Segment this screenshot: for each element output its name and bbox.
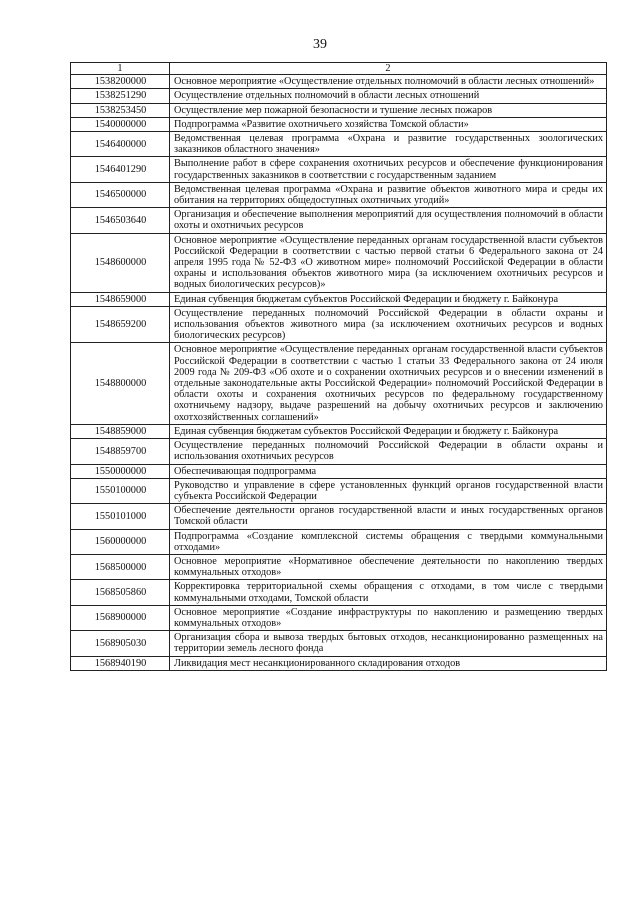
row-name: Основное мероприятие «Осуществление отдельных полномочий в области лесных отношений»	[170, 75, 607, 89]
table-row	[71, 89, 607, 103]
table-row	[71, 439, 607, 464]
row-code: 1546500000	[71, 182, 170, 207]
table-row	[71, 208, 607, 233]
row-name: Единая субвенция бюджетам субъектов Российской Федерации и бюджету г. Байконура	[170, 292, 607, 306]
row-name: Единая субвенция бюджетам субъектов Российской Федерации и бюджету г. Байконура	[170, 424, 607, 438]
table-row	[71, 529, 607, 554]
row-code: 1548859000	[71, 424, 170, 438]
row-code: 1546503640	[71, 208, 170, 233]
table-row	[71, 343, 607, 424]
table-row	[71, 103, 607, 117]
row-name: Обеспечивающая подпрограмма	[170, 464, 607, 478]
table-row	[71, 580, 607, 605]
row-code: 1550000000	[71, 464, 170, 478]
page-number: 39	[313, 37, 327, 52]
row-name: Корректировка территориальной схемы обращения с отходами, в том числе с твердыми коммунальными отходами, Томской области	[170, 580, 607, 605]
table-header-row	[71, 63, 607, 75]
table-row	[71, 605, 607, 630]
row-name: Основное мероприятие «Создание инфраструктуры по накоплению и размещению твердых коммунальных отходов»	[170, 605, 607, 630]
table-row	[71, 75, 607, 89]
budget-codes-table	[70, 62, 607, 671]
row-name: Осуществление отдельных полномочий в области лесных отношений	[170, 89, 607, 103]
row-name: Руководство и управление в сфере установленных функций органов государственной власти субъекта Российской Федерации	[170, 478, 607, 503]
row-name: Основное мероприятие «Нормативное обеспечение деятельности по накоплению твердых коммунальных отходов»	[170, 554, 607, 579]
table-row	[71, 117, 607, 131]
row-name: Ведомственная целевая программа «Охрана и развитие государственных зоологических заказников областного значения»	[170, 132, 607, 157]
row-code: 1568505860	[71, 580, 170, 605]
row-code: 1550101000	[71, 504, 170, 529]
row-name: Организация сбора и вывоза твердых бытовых отходов, несанкционированно размещенных на территории земель лесного фонда	[170, 631, 607, 656]
row-code: 1538251290	[71, 89, 170, 103]
row-name: Осуществление переданных полномочий Российской Федерации в области охраны и использования объектов животного мира (за исключением охотничьих ресурсов и водных биологических ресурсов)	[170, 306, 607, 343]
row-code: 1548600000	[71, 233, 170, 292]
row-code: 1548859700	[71, 439, 170, 464]
row-name: Основное мероприятие «Осуществление переданных органам государственной власти субъектов Российской Федерации в соответствии с частью первой статьи 6 Федерального закона от 24 апреля 1995 года № 52-ФЗ «О животном мире» полномочий Российской Федерации в области охраны и использования объектов животного мира (за исключением охотничьих ресурсов и водных биологических ресурсов)»	[170, 233, 607, 292]
table-row	[71, 233, 607, 292]
row-code: 1550100000	[71, 478, 170, 503]
column-header-code: 1	[71, 63, 170, 75]
table-row	[71, 656, 607, 670]
row-code: 1546401290	[71, 157, 170, 182]
table-row	[71, 478, 607, 503]
table-row	[71, 504, 607, 529]
table-row	[71, 554, 607, 579]
table-row	[71, 306, 607, 343]
column-header-name: 2	[170, 63, 607, 75]
row-name: Подпрограмма «Развитие охотничьего хозяйства Томской области»	[170, 117, 607, 131]
row-code: 1538200000	[71, 75, 170, 89]
row-code: 1560000000	[71, 529, 170, 554]
row-code: 1568940190	[71, 656, 170, 670]
row-name: Осуществление переданных полномочий Российской Федерации в области охраны и использования охотничьих ресурсов	[170, 439, 607, 464]
row-code: 1548659000	[71, 292, 170, 306]
row-code: 1568905030	[71, 631, 170, 656]
row-name: Осуществление мер пожарной безопасности и тушение лесных пожаров	[170, 103, 607, 117]
table-row	[71, 182, 607, 207]
table-row	[71, 424, 607, 438]
table-row	[71, 464, 607, 478]
row-name: Организация и обеспечение выполнения мероприятий для осуществления полномочий в области охоты и охотничьих ресурсов	[170, 208, 607, 233]
table-row	[71, 292, 607, 306]
row-code: 1568900000	[71, 605, 170, 630]
row-name: Ликвидация мест несанкционированного складирования отходов	[170, 656, 607, 670]
table-row	[71, 132, 607, 157]
row-code: 1540000000	[71, 117, 170, 131]
row-code: 1568500000	[71, 554, 170, 579]
row-name: Подпрограмма «Создание комплексной системы обращения с твердыми коммунальными отходами»	[170, 529, 607, 554]
table-row	[71, 157, 607, 182]
row-code: 1548800000	[71, 343, 170, 424]
row-name: Ведомственная целевая программа «Охрана и развитие объектов животного мира и среды их обитания на территориях общедоступных охотничьих угодий»	[170, 182, 607, 207]
table-row	[71, 631, 607, 656]
row-code: 1548659200	[71, 306, 170, 343]
row-name: Основное мероприятие «Осуществление переданных органам государственной власти субъектов Российской Федерации в соответствии с частью 1 статьи 33 Федерального закона от 24 июля 2009 года № 209-ФЗ «Об охоте и о сохранении охотничьих ресурсов и о внесении изменений в отдельные законодательные акты Российской Федерации» полномочий Российской Федерации в области охоты и сохранения охотничьих ресурсов по федеральному государственному охотничьему надзору, выдаче разрешений на добычу охотничьих ресурсов и заключению охотхозяйственных соглашений»	[170, 343, 607, 424]
row-code: 1538253450	[71, 103, 170, 117]
row-name: Выполнение работ в сфере сохранения охотничьих ресурсов и обеспечение функционирования государственных заказников в соответствии с государственным заданием	[170, 157, 607, 182]
row-name: Обеспечение деятельности органов государственной власти и иных государственных органов Томской области	[170, 504, 607, 529]
row-code: 1546400000	[71, 132, 170, 157]
